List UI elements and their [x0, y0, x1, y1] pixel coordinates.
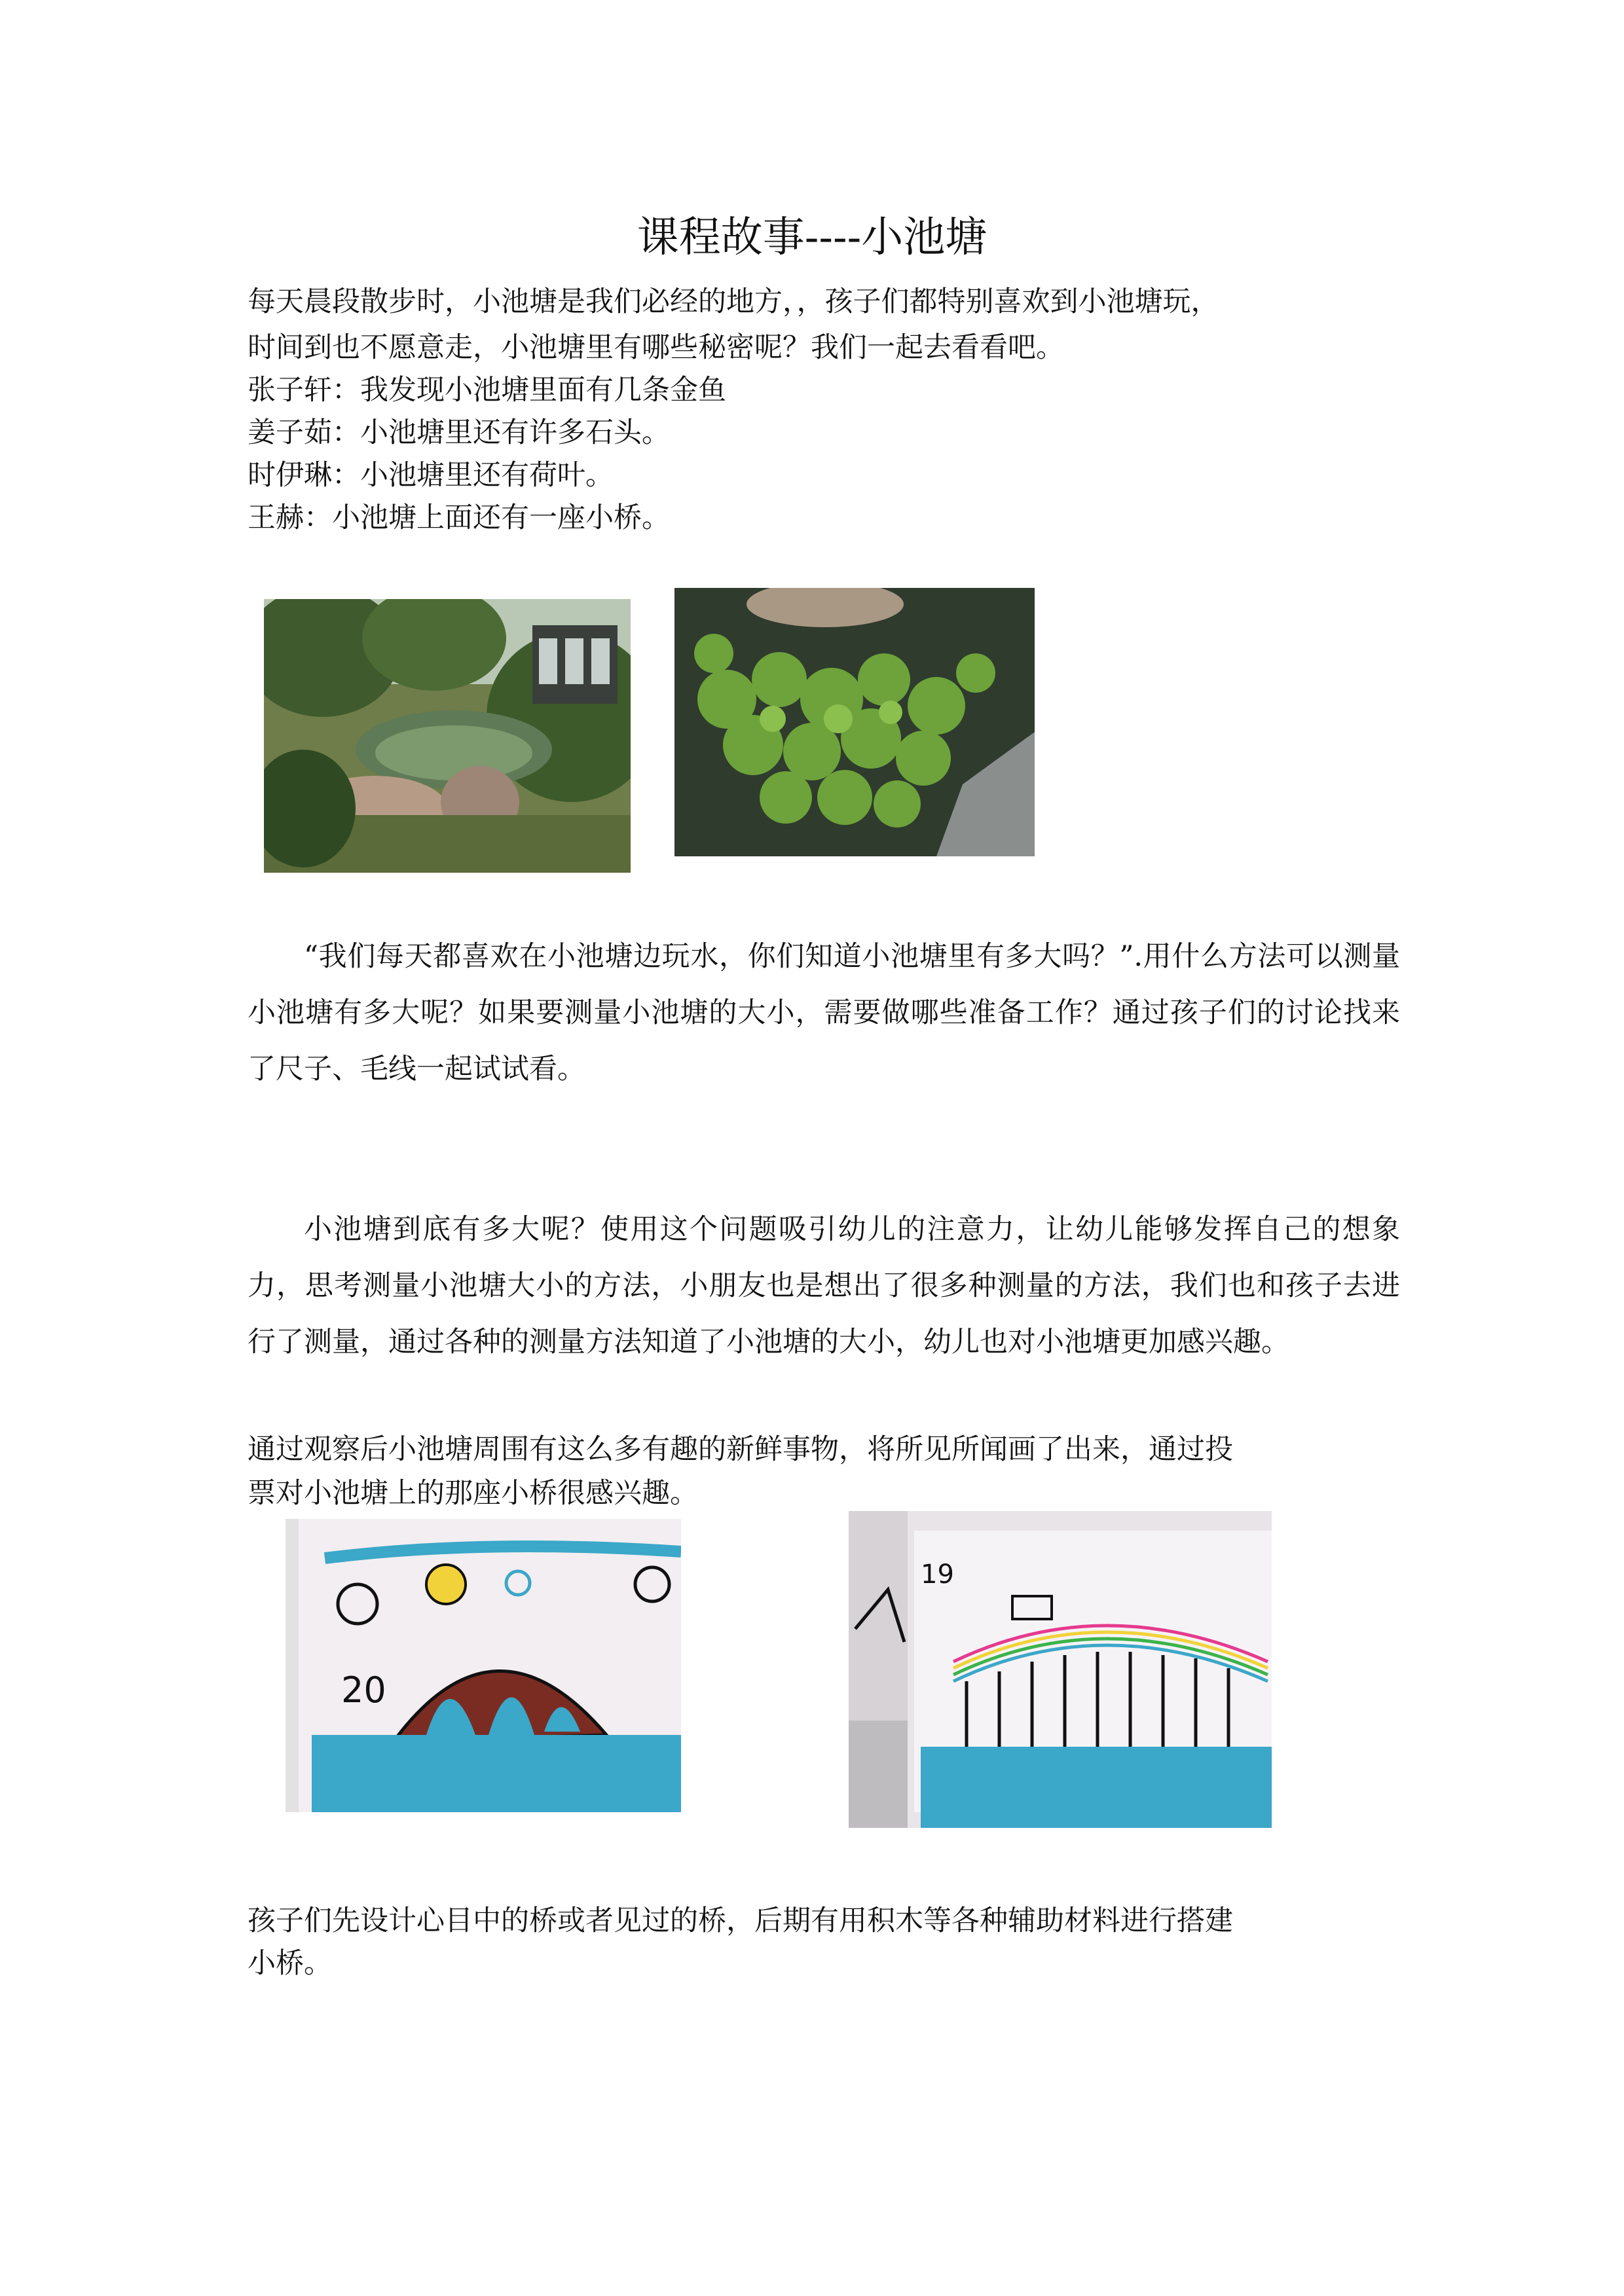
- page-title: 课程故事----小池塘: [637, 213, 987, 262]
- paragraph-measuring-methods: 小池塘到底有多大呢？使用这个问题吸引幼儿的注意力，让幼儿能够发挥自己的想象力，思考测量小池塘大小的方法，小朋友也是想出了很多种测量的方法，我们也和孩子去进行了测量，通过各种的测量方法知道了小池塘的大小，幼儿也对小池塘更加感兴趣。: [248, 1213, 1400, 1358]
- quote-jiang: 姜子茹：小池塘里还有许多石头。: [248, 416, 670, 449]
- drawing-number-20: 20: [341, 1669, 386, 1711]
- bridge-drawing-20: [286, 1519, 681, 1812]
- paragraph-bridge-building-line: 小桥。: [248, 1947, 332, 1980]
- paragraph-bridge-building-line: 孩子们先设计心目中的桥或者见过的桥，后期有用积木等各种辅助材料进行搭建: [248, 1904, 1233, 1937]
- paragraph-observation-line: 通过观察后小池塘周围有这么多有趣的新鲜事物，将所见所闻画了出来，通过投: [248, 1433, 1233, 1466]
- quote-zhang: 张子轩：我发现小池塘里面有几条金鱼: [248, 374, 726, 407]
- quote-shi: 时伊琳：小池塘里还有荷叶。: [248, 459, 614, 492]
- paragraph-measuring-question: “我们每天都喜欢在小池塘边玩水，你们知道小池塘里有多大吗？”.用什么方法可以测量小池塘有多大呢？如果要测量小池塘的大小，需要做哪些准备工作？通过孩子们的讨论找来了尺子、毛线一起试试看。: [248, 940, 1400, 1085]
- bridge-drawing-19: [849, 1511, 1272, 1828]
- quote-wang: 王赫：小池塘上面还有一座小桥。: [248, 501, 670, 534]
- paragraph-observation-line: 票对小池塘上的那座小桥很感兴趣。: [248, 1477, 698, 1510]
- drawing-number-19: 19: [921, 1559, 954, 1590]
- intro-line: 时间到也不愿意走，小池塘里有哪些秘密呢？我们一起去看看吧。: [248, 331, 1064, 364]
- intro-line: 每天晨段散步时，小池塘是我们必经的地方，，孩子们都特别喜欢到小池塘玩，: [248, 285, 1219, 318]
- pond-garden-photo: [264, 599, 631, 873]
- lotus-leaves-photo: [674, 588, 1035, 856]
